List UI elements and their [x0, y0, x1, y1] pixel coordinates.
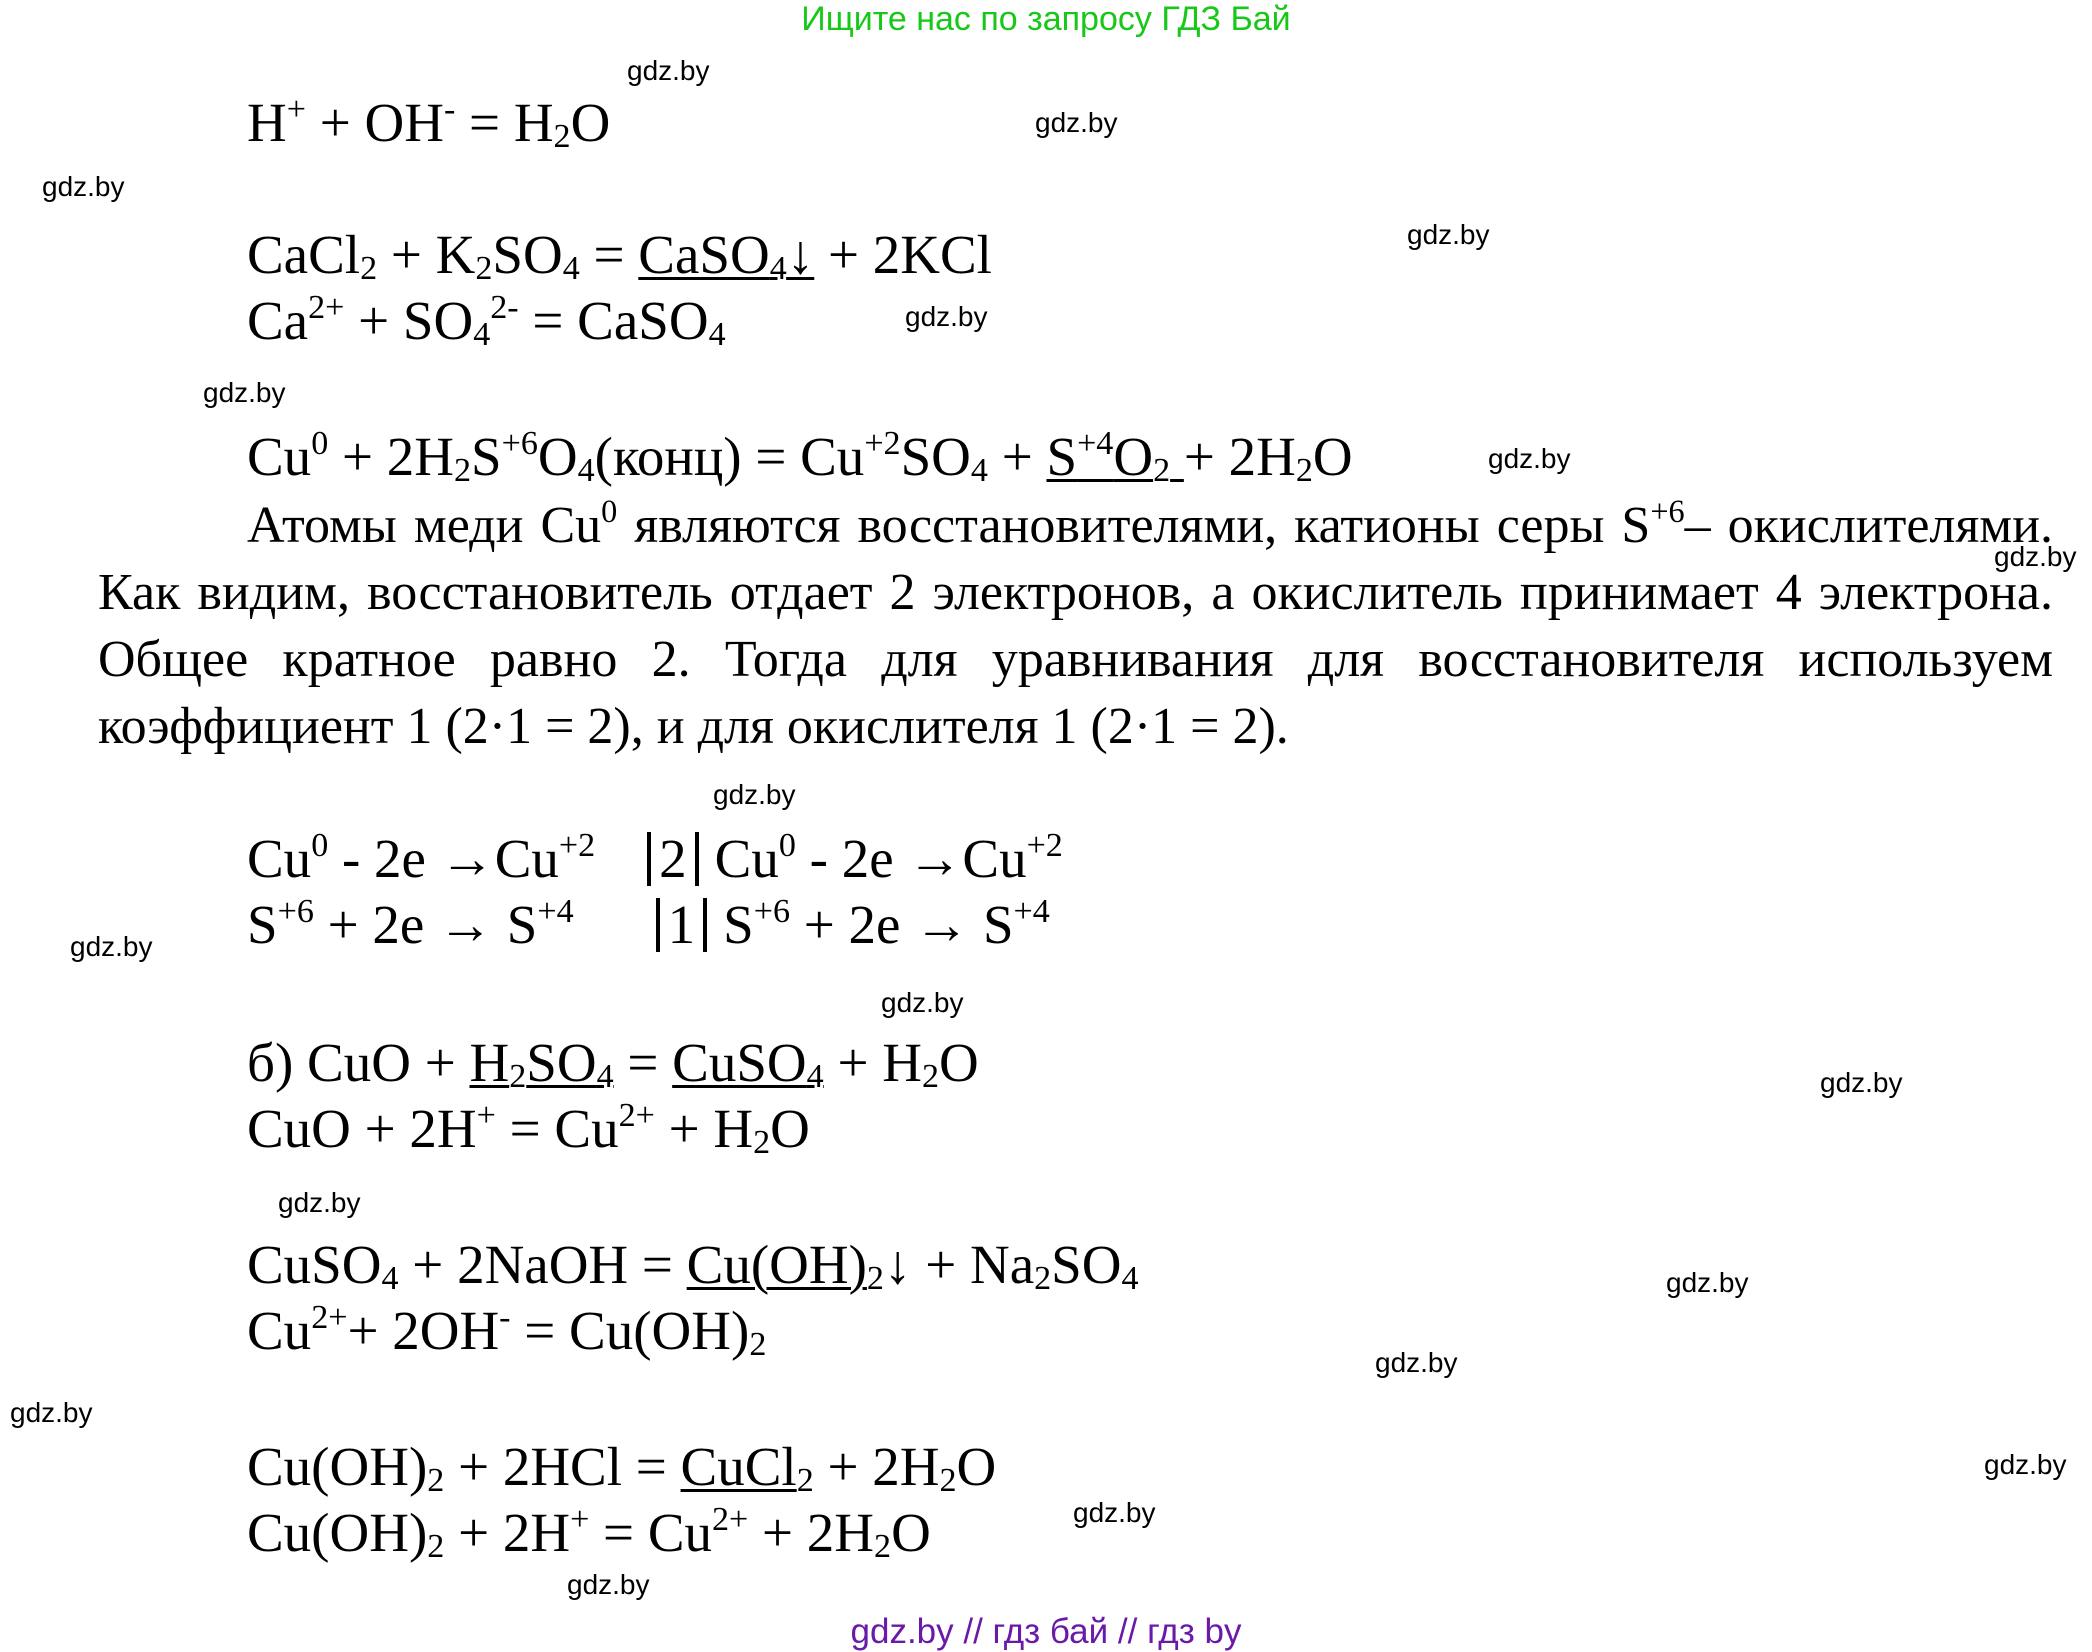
sulfur-dioxide: $S^{+4}O_2$	[1046, 424, 1171, 490]
precipitate: CaSO$_4$↓	[638, 224, 815, 288]
watermark: gdz.by	[10, 1397, 93, 1428]
watermark: gdz.by	[713, 779, 796, 810]
watermark: gdz.by	[905, 301, 988, 332]
balance-coefficient: 2	[647, 832, 699, 886]
watermark: gdz.by	[42, 171, 125, 202]
watermark: gdz.by	[1666, 1267, 1749, 1298]
watermark: gdz.by	[278, 1187, 361, 1218]
equation-7: CuSO$_4$ + 2NaOH = $Cu(OH)_2↓ + Na_2SO_4$	[247, 1234, 1139, 1298]
watermark: gdz.by	[1488, 443, 1571, 474]
equation-2: CaCl$_2$ + $K_2SO_4$ = CaSO$_4$↓ + 2KCl	[247, 224, 992, 288]
watermark: gdz.by	[203, 377, 286, 408]
copper-chloride: CuCl$_2$	[680, 1436, 814, 1500]
watermark: gdz.by	[881, 987, 964, 1018]
electron-balance-2: $S^{+6} + 2e \to S^{+4}$ 1 $S^{+6} + 2e \to S^{+4}$	[247, 892, 1050, 955]
watermark: gdz.by	[1375, 1347, 1458, 1378]
equation-3: $Ca^{2+} + SO_4^{2-}$ = CaSO$_4$	[247, 288, 726, 354]
electron-balance-1: $Cu^0 - 2e \to Cu^{+2}$ 2 $Cu^0 - 2e \to Cu^{+2}$	[247, 826, 1063, 889]
copper-sulfate: CuSO$_4$	[672, 1032, 824, 1096]
footer-links: gdz.by // гдз бай // гдз by	[850, 1612, 1242, 1651]
watermark: gdz.by	[1820, 1067, 1903, 1098]
watermark: gdz.by	[567, 1569, 650, 1600]
equation-4: $Cu^0$ + $2H_2S^{+6}O_4(конц) = Cu^{+2}SO_4 + S^{+4}O_2 + 2H_2O$	[247, 424, 1353, 490]
watermark: gdz.by	[627, 55, 710, 86]
watermark: gdz.by	[1994, 541, 2077, 572]
equation-10: $Cu(OH)_2 + 2H^+ = Cu^{2+} + 2H_2O$	[247, 1500, 931, 1566]
precipitate: $Cu(OH)_2$	[686, 1234, 884, 1298]
equation-1: $H^+ + OH^- = H_2O$	[247, 90, 611, 156]
watermark: gdz.by	[1407, 219, 1490, 250]
sulfuric-acid: $H_2SO_4$	[469, 1032, 614, 1096]
watermark: gdz.by	[1073, 1497, 1156, 1528]
equation-8: $Cu^{2+}+ 2OH^- = Cu(OH)_2$	[247, 1298, 767, 1364]
explanation-paragraph: Атомы меди Cu$^0$ являются восстановителями, катионы серы $S^{+6}-$ окислителями. Как видим, восстановитель отдает 2 электронов, а окислитель принимает 4 электрона. Общее кратное равно 2. Тогда для уравнивания для восстановителя используем коэффициент 1 (2·1 = 2), и для окислителя 1 (2·1 = 2).	[98, 493, 2054, 755]
watermark: gdz.by	[70, 931, 153, 962]
top-banner: Ищите нас по запросу ГДЗ Бай	[801, 0, 1291, 38]
watermark: gdz.by	[1035, 107, 1118, 138]
balance-coefficient: 1	[656, 898, 708, 952]
equation-6: CuO + $2H^+ = Cu^{2+} + H_2O$	[247, 1096, 810, 1162]
equation-9: $Cu(OH)_2 + 2HCl$ = CuCl$_2$ + $2H_2O$	[247, 1436, 997, 1500]
equation-5: б) CuO + $H_2SO_4$ = CuSO$_4$ + $H_2O$	[247, 1032, 979, 1096]
watermark: gdz.by	[1984, 1449, 2067, 1480]
